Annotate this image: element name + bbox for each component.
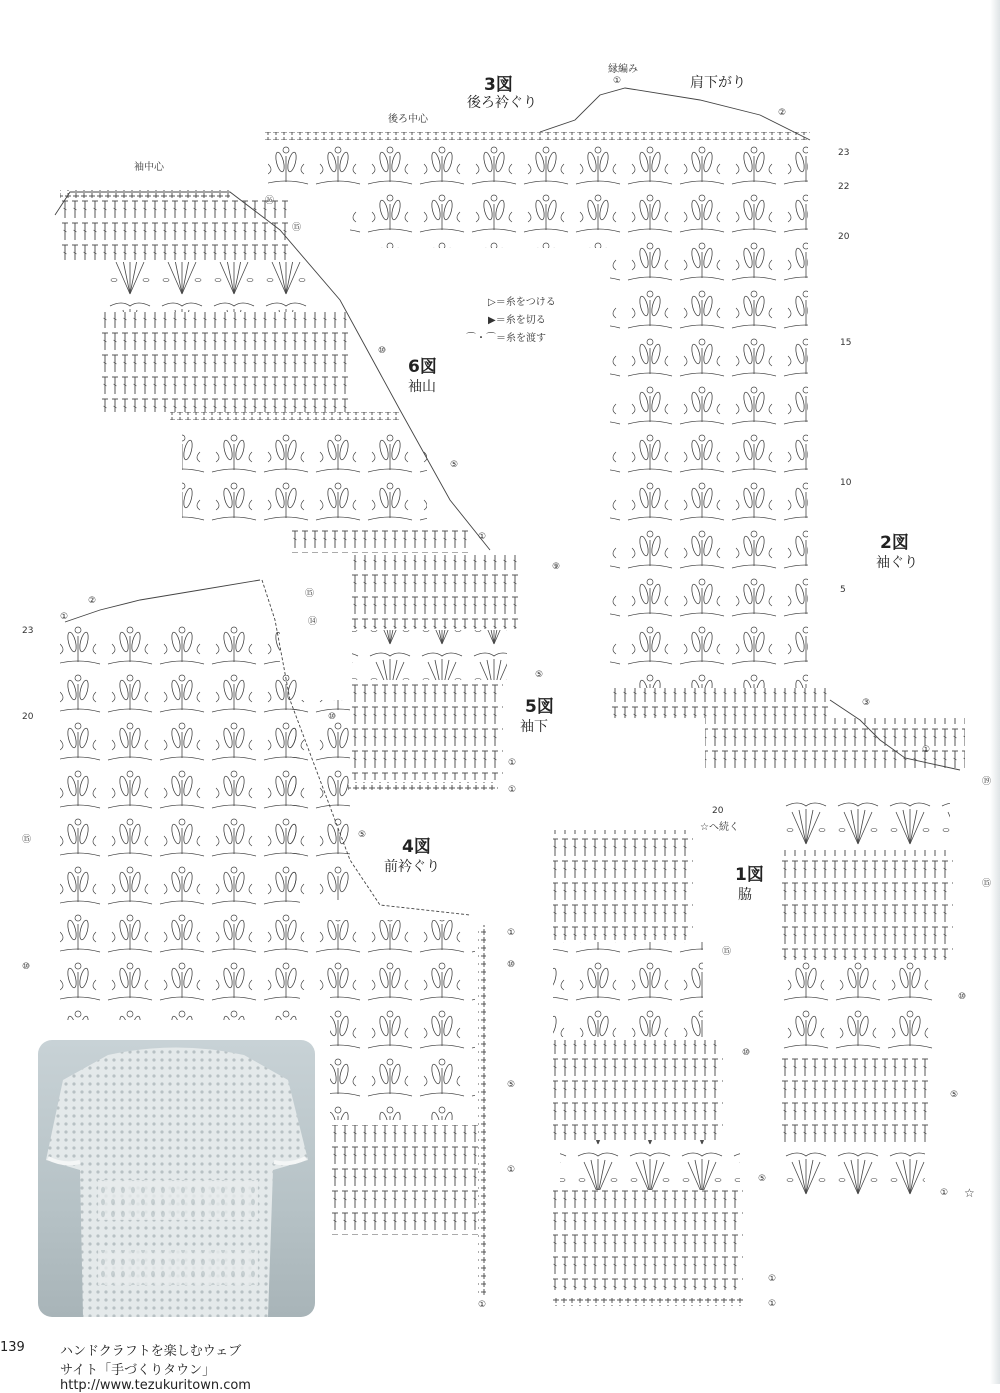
- row-number: 23: [22, 626, 34, 636]
- row-number: ⑭: [308, 617, 318, 627]
- row-number: ⑤: [758, 1174, 767, 1184]
- row-number: ①: [507, 1165, 516, 1175]
- row-number: ①: [508, 758, 517, 768]
- row-number: ①: [478, 1300, 487, 1310]
- fig5-number: 5図: [525, 697, 554, 717]
- row-number: 20: [712, 806, 724, 816]
- row-number: ①: [940, 1188, 949, 1198]
- row-number: ⑤: [450, 460, 459, 470]
- page-number: 139: [0, 1340, 25, 1355]
- fig1-continue-note: ☆へ続く: [700, 822, 739, 833]
- garment-photo: [38, 1040, 315, 1317]
- row-number: ⑮: [982, 879, 992, 889]
- row-number: ⑲: [982, 777, 992, 787]
- website-link[interactable]: ハンドクラフトを楽しむウェブサイト「手づくりタウン」http://www.tezukuritown.com: [60, 1344, 251, 1393]
- row-number: ①: [768, 1274, 777, 1284]
- row-number: ⑤: [535, 670, 544, 680]
- fig1-number: 1図: [735, 865, 764, 885]
- fig1-name: 脇: [738, 887, 752, 903]
- row-number: ⑤: [950, 1090, 959, 1100]
- fig6-name: 袖山: [408, 379, 436, 395]
- row-number: ⑩: [742, 1048, 751, 1058]
- row-number: ⑩: [22, 962, 31, 972]
- fig3-number: 3図: [484, 75, 513, 95]
- row-number: ②: [88, 596, 97, 606]
- row-number: 23: [838, 148, 850, 158]
- fig3-edge-note: 縁編み: [608, 64, 638, 75]
- row-number: ⑩: [958, 992, 967, 1002]
- row-number: 20: [838, 232, 850, 242]
- row-number: ③: [862, 698, 871, 708]
- row-number: ⑯: [265, 196, 275, 206]
- legend-carry: ⌒・⌒＝糸を渡す: [466, 333, 546, 344]
- row-number: ⑩: [328, 712, 337, 722]
- row-number: ①: [508, 785, 517, 795]
- fig2-name: 袖ぐり: [876, 555, 918, 571]
- fig6-center-note: 袖中心: [134, 162, 164, 173]
- row-number: ⑮: [722, 947, 732, 957]
- fig3-center-note: 後ろ中心: [388, 114, 428, 125]
- fig3-shoulder-note: 肩下がり: [690, 75, 746, 91]
- fig5-name: 袖下: [520, 719, 548, 735]
- star-mark: ☆: [964, 1186, 975, 1200]
- row-number: ①: [478, 532, 487, 542]
- row-number: ⑤: [507, 1080, 516, 1090]
- row-number: 15: [840, 338, 852, 348]
- row-number: 20: [22, 712, 34, 722]
- row-number: ①: [922, 745, 931, 755]
- row-number: ①: [613, 76, 622, 86]
- garment-illustration: [38, 1040, 315, 1317]
- row-number: ①: [60, 612, 69, 622]
- fig3-name: 後ろ衿ぐり: [467, 95, 537, 111]
- row-number: ①: [507, 928, 516, 938]
- row-number: ⑮: [292, 223, 302, 233]
- row-number: 22: [838, 182, 850, 192]
- row-number: ⑨: [552, 562, 561, 572]
- row-number: ⑩: [507, 960, 516, 970]
- row-number: ⑮: [22, 835, 32, 845]
- row-number: 10: [840, 478, 852, 488]
- row-number: 5: [840, 585, 846, 595]
- row-number: ⑤: [358, 830, 367, 840]
- row-number: ⑩: [378, 346, 387, 356]
- fig6-number: 6図: [408, 357, 437, 377]
- row-number: ⑮: [305, 589, 315, 599]
- legend-cut: ▶＝糸を切る: [488, 315, 546, 326]
- legend-attach: ▷＝糸をつける: [488, 297, 556, 308]
- fig2-number: 2図: [880, 533, 909, 553]
- fig4-number: 4図: [402, 837, 431, 857]
- fig5-panel: [348, 555, 518, 790]
- row-number: ②: [778, 108, 787, 118]
- row-number: ①: [768, 1299, 777, 1309]
- fig4-name: 前衿ぐり: [384, 859, 440, 875]
